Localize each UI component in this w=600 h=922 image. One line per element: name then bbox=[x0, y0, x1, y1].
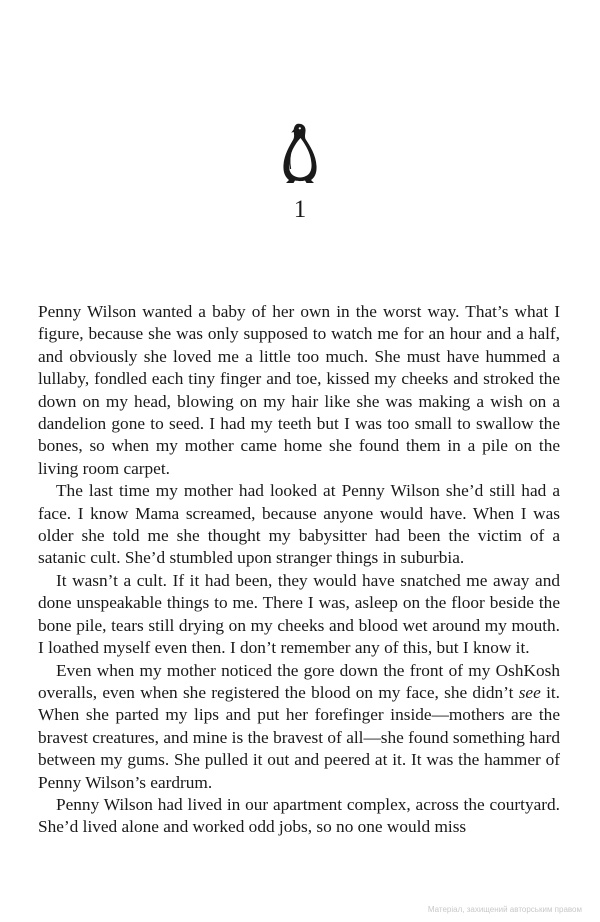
penguin-icon bbox=[281, 122, 319, 186]
copyright-watermark: Матеріал, захищений авторським правом bbox=[427, 905, 582, 914]
paragraph-4-text-start: Even when my mother noticed the gore down the front of my OshKosh overalls, even when she registered the blood on my face, she didn’t bbox=[38, 660, 560, 702]
chapter-body bbox=[38, 301, 560, 839]
paragraph-1: Penny Wilson wanted a baby of her own in the worst way. That’s what I figure, because she was only supposed to watch me for an hour and a half, and obviously she loved me a little too much. She must have hummed a lullaby, fondled each tiny finger and toe, kissed my cheeks and stroked the down on my head, blowing on my hair like she was making a wish on a dandelion gone to seed. I had my teeth but I was too small to swallow the bones, so when my mother came home she found them in a pile on the living room carpet. bbox=[38, 302, 560, 478]
paragraph-4 bbox=[38, 660, 560, 794]
paragraph-4-text-end: it. When she parted my lips and put her forefinger inside—mothers are the bravest creatures, and mine is the bravest of all—she found something hard between my gums. She pulled it out and peered at it. It was the hammer of Penny Wilson’s eardrum. bbox=[38, 682, 560, 792]
paragraph-5: Penny Wilson had lived in our apartment complex, across the courtyard. She’d lived alone and worked odd jobs, so no one would miss bbox=[38, 794, 560, 837]
chapter-number: 1 bbox=[293, 196, 307, 223]
paragraph-4-emphasis: see bbox=[518, 682, 541, 702]
paragraph-2: The last time my mother had looked at Penny Wilson she’d still had a face. I know Mama screamed, because anyone would have. When I was older she told me she thought my babysitter had been the victim of a satanic cult. She’d stumbled upon stranger things in suburbia. bbox=[38, 481, 560, 568]
paragraph-3: It wasn’t a cult. If it had been, they would have snatched me away and done unspeakable things to me. There I was, asleep on the floor beside the bone pile, tears still drying on my cheeks and blood wet around my mouth. I loathed myself even then. I don’t remember any of this, but I know it. bbox=[38, 570, 560, 658]
